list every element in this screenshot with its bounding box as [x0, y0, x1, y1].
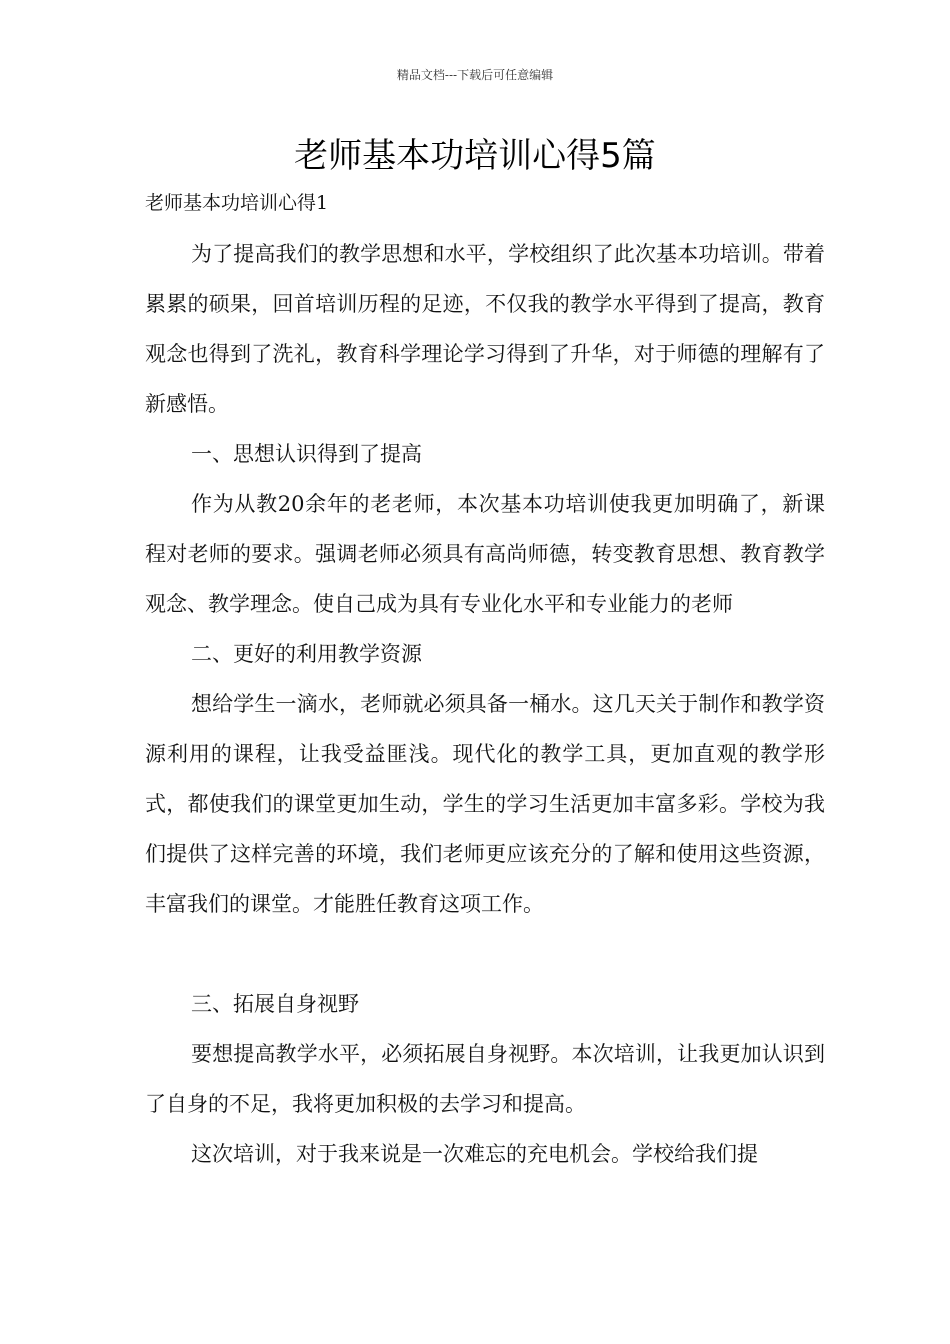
heading-2: 二、更好的利用教学资源	[191, 642, 422, 666]
paragraph-1: 作为从教20余年的老老师，本次基本功培训使我更加明确了，新课程对老师的要求。强调老师必须具有高尚师德，转变教育思想、教育教学观念、教学理念。使自己成为具有专业化水平和专业能力的老师	[145, 492, 825, 616]
paragraph-3: 要想提高教学水平，必须拓展自身视野。本次培训，让我更加认识到了自身的不足，我将更加积极的去学习和提高。	[145, 1042, 825, 1116]
document-title: 老师基本功培训心得5篇	[294, 136, 656, 176]
section-subtitle: 老师基本功培训心得1	[145, 192, 329, 214]
paragraph-2: 想给学生一滴水，老师就必须具备一桶水。这几天关于制作和教学资源利用的课程，让我受益匪浅。现代化的教学工具，更加直观的教学形式，都使我们的课堂更加生动，学生的学习生活更加丰富多彩。学校为我们提供了这样完善的环境，我们老师更应该充分的了解和使用这些资源，丰富我们的课堂。才能胜任教育这项工作。	[145, 692, 825, 916]
page-header: 精品文档---下载后可任意编辑	[396, 68, 554, 82]
heading-1: 一、思想认识得到了提高	[191, 442, 422, 466]
heading-3: 三、拓展自身视野	[191, 992, 359, 1016]
paragraph-4: 这次培训，对于我来说是一次难忘的充电机会。学校给我们提	[191, 1142, 758, 1166]
paragraph-intro: 为了提高我们的教学思想和水平，学校组织了此次基本功培训。带着累累的硕果，回首培训历程的足迹，不仅我的教学水平得到了提高，教育观念也得到了洗礼，教育科学理论学习得到了升华，对于师德的理解有了新感悟。	[145, 242, 825, 416]
document-body	[145, 229, 825, 1179]
